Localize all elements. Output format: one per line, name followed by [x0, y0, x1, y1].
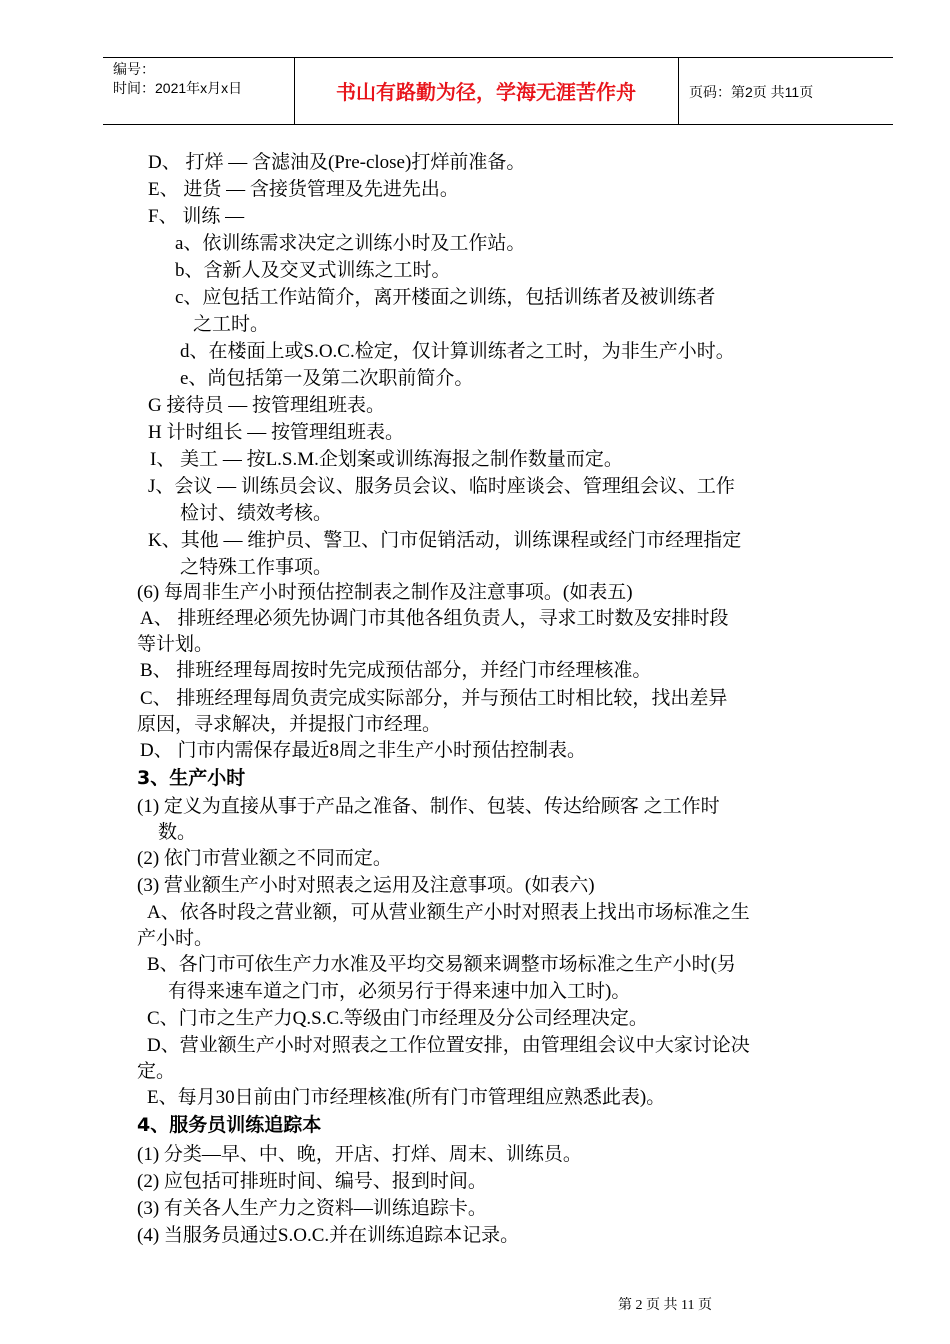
- body-line: (3) 营业额生产小时对照表之运用及注意事项。(如表六): [137, 875, 595, 896]
- body-line: 产小时。: [137, 928, 214, 949]
- body-line: H 计时组长 — 按管理组班表。: [148, 422, 404, 443]
- body-line: B、 排班经理每周按时先完成预估部分，并经门市经理核准。: [140, 660, 652, 681]
- body-line: 定。: [137, 1061, 176, 1082]
- body-line: 检讨、绩效考核。: [180, 503, 333, 524]
- body-line: e、尚包括第一及第二次职前简介。: [180, 368, 474, 389]
- body-line: D、营业额生产小时对照表之工作位置安排，由管理组会议中大家讨论决: [147, 1035, 750, 1056]
- body-line: K、其他 — 维护员、警卫、门市促销活动，训练课程或经门市经理指定: [148, 530, 742, 551]
- body-line: 数。: [158, 822, 197, 843]
- body-line: 之特殊工作事项。: [180, 557, 333, 578]
- body-line: b、含新人及交叉式训练之工时。: [175, 260, 451, 281]
- body-line: (3) 有关各人生产力之资料—训练追踪卡。: [137, 1198, 487, 1219]
- document-number: 编号：: [113, 61, 155, 77]
- body-line: G 接待员 — 按管理组班表。: [148, 395, 385, 416]
- body-line: (1) 分类—早、中、晚，开店、打烊、周末、训练员。: [137, 1144, 582, 1165]
- body-line: J、会议 — 训练员会议、服务员会议、临时座谈会、管理组会议、工作: [148, 476, 735, 497]
- body-line: (2) 应包括可排班时间、编号、报到时间。: [137, 1171, 487, 1192]
- section-heading: 4、服务员训练追踪本: [137, 1114, 322, 1136]
- body-line: (1) 定义为直接从事于产品之准备、制作、包装、传达给顾客 之工作时: [137, 796, 720, 817]
- body-line: C、门市之生产力Q.S.C.等级由门市经理及分公司经理决定。: [147, 1008, 648, 1029]
- body-line: F、 训练 —: [148, 206, 245, 227]
- body-line: d、在楼面上或S.O.C.检定，仅计算训练者之工时，为非生产小时。: [180, 341, 735, 362]
- body-line: D、 打烊 — 含滤油及(Pre-close)打烊前准备。: [148, 152, 526, 173]
- body-line: (4) 当服务员通过S.O.C.并在训练追踪本记录。: [137, 1225, 520, 1246]
- body-line: 等计划。: [137, 634, 214, 655]
- body-line: C、 排班经理每周负责完成实际部分，并与预估工时相比较，找出差异: [140, 688, 728, 709]
- header-bottom-rule: [103, 124, 893, 125]
- section-heading: 3、生产小时: [137, 767, 246, 789]
- document-time: 时间：2021年x月x日: [113, 80, 243, 96]
- body-line: E、 进货 — 含接货管理及先进先出。: [148, 179, 459, 200]
- page-footer: 第 2 页 共 11 页: [618, 1298, 712, 1313]
- header-motto: 书山有路勤为径，学海无涯苦作舟: [336, 80, 636, 104]
- body-line: a、依训练需求决定之训练小时及工作站。: [175, 233, 526, 254]
- header-divider-right: [678, 58, 679, 124]
- header-page-info: 页码：第2页 共11页: [689, 84, 814, 100]
- body-line: 之工时。: [193, 314, 270, 335]
- body-line: B、各门市可依生产力水准及平均交易额来调整市场标准之生产小时(另: [147, 954, 737, 975]
- body-line: 有得来速车道之门市，必须另行于得来速中加入工时)。: [168, 981, 631, 1002]
- body-line: (2) 依门市营业额之不同而定。: [137, 848, 392, 869]
- body-line: (6) 每周非生产小时预估控制表之制作及注意事项。(如表五): [137, 582, 633, 603]
- body-line: I、 美工 — 按L.S.M.企划案或训练海报之制作数量而定。: [150, 449, 623, 470]
- body-line: 原因，寻求解决，并提报门市经理。: [137, 714, 442, 735]
- body-line: E、每月30日前由门市经理核准(所有门市管理组应熟悉此表)。: [147, 1087, 666, 1108]
- body-line: D、 门市内需保存最近8周之非生产小时预估控制表。: [140, 740, 586, 761]
- body-line: A、 排班经理必须先协调门市其他各组负责人，寻求工时数及安排时段: [140, 608, 729, 629]
- header-meta: [113, 60, 242, 98]
- body-line: c、应包括工作站简介，离开楼面之训练，包括训练者及被训练者: [175, 287, 716, 308]
- header-top-rule: [103, 57, 893, 58]
- body-line: A、依各时段之营业额，可从营业额生产小时对照表上找出市场标准之生: [147, 902, 750, 923]
